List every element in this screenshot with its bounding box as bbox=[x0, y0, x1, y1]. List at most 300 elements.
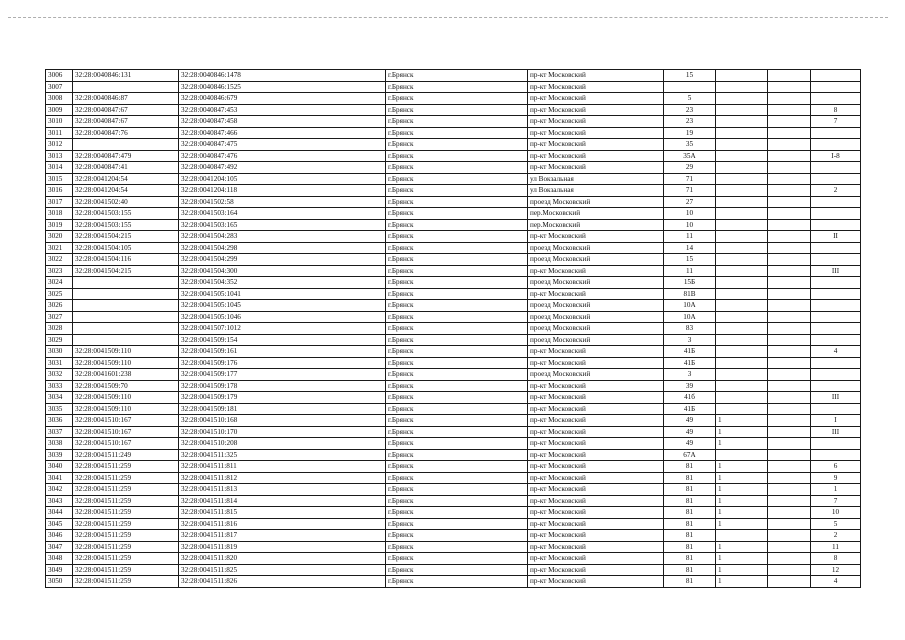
house-number-cell: 41б bbox=[664, 392, 716, 404]
letter-cell bbox=[768, 139, 811, 151]
city-cell: г.Брянск bbox=[386, 311, 528, 323]
street-cell: пр-кт Московский bbox=[528, 484, 664, 496]
cadastral-number-cell: 32:28:0041511:325 bbox=[179, 449, 386, 461]
house-number-cell: 81 bbox=[664, 576, 716, 588]
city-cell: г.Брянск bbox=[386, 507, 528, 519]
city-cell: г.Брянск bbox=[386, 380, 528, 392]
row-number-cell: 3040 bbox=[46, 461, 73, 473]
table-row bbox=[46, 196, 861, 208]
street-cell: пр-кт Московский bbox=[528, 288, 664, 300]
prior-cadastral-number-cell: 32:28:0041511:259 bbox=[73, 530, 179, 542]
house-number-cell: 71 bbox=[664, 185, 716, 197]
city-cell: г.Брянск bbox=[386, 541, 528, 553]
city-cell: г.Брянск bbox=[386, 277, 528, 289]
cadastral-number-cell: 32:28:0041503:164 bbox=[179, 208, 386, 220]
cadastral-number-cell: 32:28:0040846:1525 bbox=[179, 81, 386, 93]
city-cell: г.Брянск bbox=[386, 553, 528, 565]
prior-cadastral-number-cell: 32:28:0041510:167 bbox=[73, 415, 179, 427]
premises-number-cell bbox=[811, 277, 861, 289]
prior-cadastral-number-cell: 32:28:0041509:110 bbox=[73, 346, 179, 358]
building-cell bbox=[716, 369, 768, 381]
cadastral-number-cell: 32:28:0040846:1478 bbox=[179, 70, 386, 82]
city-cell: г.Брянск bbox=[386, 81, 528, 93]
cadastral-number-cell: 32:28:0041509:161 bbox=[179, 346, 386, 358]
prior-cadastral-number-cell: 32:28:0041510:167 bbox=[73, 438, 179, 450]
row-number-cell: 3022 bbox=[46, 254, 73, 266]
premises-number-cell: 7 bbox=[811, 495, 861, 507]
premises-number-cell bbox=[811, 219, 861, 231]
street-cell: пр-кт Московский bbox=[528, 93, 664, 105]
premises-number-cell bbox=[811, 162, 861, 174]
house-number-cell: 81 bbox=[664, 518, 716, 530]
building-cell bbox=[716, 127, 768, 139]
letter-cell bbox=[768, 70, 811, 82]
building-cell bbox=[716, 265, 768, 277]
building-cell bbox=[716, 242, 768, 254]
building-cell bbox=[716, 104, 768, 116]
street-cell: пр-кт Московский bbox=[528, 472, 664, 484]
premises-number-cell: 8 bbox=[811, 553, 861, 565]
table-row bbox=[46, 162, 861, 174]
letter-cell bbox=[768, 242, 811, 254]
row-number-cell: 3036 bbox=[46, 415, 73, 427]
cadastral-number-cell: 32:28:0041504:298 bbox=[179, 242, 386, 254]
row-number-cell: 3024 bbox=[46, 277, 73, 289]
house-number-cell: 81 bbox=[664, 461, 716, 473]
house-number-cell: 35А bbox=[664, 150, 716, 162]
cadastral-number-cell: 32:28:0041504:300 bbox=[179, 265, 386, 277]
premises-number-cell bbox=[811, 300, 861, 312]
cadastral-number-cell: 32:28:0041509:176 bbox=[179, 357, 386, 369]
table-row bbox=[46, 484, 861, 496]
house-number-cell: 81В bbox=[664, 288, 716, 300]
letter-cell bbox=[768, 265, 811, 277]
building-cell bbox=[716, 277, 768, 289]
cadastral-number-cell: 32:28:0040847:466 bbox=[179, 127, 386, 139]
building-cell: 1 bbox=[716, 518, 768, 530]
prior-cadastral-number-cell bbox=[73, 311, 179, 323]
house-number-cell: 10 bbox=[664, 208, 716, 220]
building-cell: 1 bbox=[716, 484, 768, 496]
cadastral-number-cell: 32:28:0041511:817 bbox=[179, 530, 386, 542]
table-row bbox=[46, 541, 861, 553]
premises-number-cell: II bbox=[811, 231, 861, 243]
prior-cadastral-number-cell: 32:28:0041511:259 bbox=[73, 541, 179, 553]
prior-cadastral-number-cell: 32:28:0041204:54 bbox=[73, 173, 179, 185]
prior-cadastral-number-cell: 32:28:0041511:259 bbox=[73, 484, 179, 496]
row-number-cell: 3023 bbox=[46, 265, 73, 277]
table-row bbox=[46, 323, 861, 335]
house-number-cell: 41Б bbox=[664, 357, 716, 369]
prior-cadastral-number-cell: 32:28:0041511:259 bbox=[73, 564, 179, 576]
house-number-cell: 10 bbox=[664, 219, 716, 231]
table-row bbox=[46, 231, 861, 243]
letter-cell bbox=[768, 254, 811, 266]
table-row bbox=[46, 150, 861, 162]
city-cell: г.Брянск bbox=[386, 150, 528, 162]
city-cell: г.Брянск bbox=[386, 185, 528, 197]
city-cell: г.Брянск bbox=[386, 300, 528, 312]
premises-number-cell bbox=[811, 380, 861, 392]
row-number-cell: 3026 bbox=[46, 300, 73, 312]
row-number-cell: 3013 bbox=[46, 150, 73, 162]
table-row bbox=[46, 219, 861, 231]
table-row bbox=[46, 403, 861, 415]
letter-cell bbox=[768, 300, 811, 312]
letter-cell bbox=[768, 564, 811, 576]
house-number-cell: 81 bbox=[664, 553, 716, 565]
prior-cadastral-number-cell: 32:28:0040846:131 bbox=[73, 70, 179, 82]
house-number-cell: 49 bbox=[664, 438, 716, 450]
letter-cell bbox=[768, 185, 811, 197]
building-cell bbox=[716, 139, 768, 151]
city-cell: г.Брянск bbox=[386, 461, 528, 473]
document-sheet bbox=[45, 69, 861, 588]
letter-cell bbox=[768, 196, 811, 208]
city-cell: г.Брянск bbox=[386, 254, 528, 266]
prior-cadastral-number-cell: 32:28:0041511:259 bbox=[73, 518, 179, 530]
prior-cadastral-number-cell: 32:28:0041511:259 bbox=[73, 576, 179, 588]
prior-cadastral-number-cell: 32:28:0040847:67 bbox=[73, 116, 179, 128]
prior-cadastral-number-cell: 32:28:0041510:167 bbox=[73, 426, 179, 438]
city-cell: г.Брянск bbox=[386, 93, 528, 105]
city-cell: г.Брянск bbox=[386, 162, 528, 174]
prior-cadastral-number-cell: 32:28:0040847:41 bbox=[73, 162, 179, 174]
letter-cell bbox=[768, 208, 811, 220]
premises-number-cell bbox=[811, 70, 861, 82]
letter-cell bbox=[768, 507, 811, 519]
city-cell: г.Брянск bbox=[386, 334, 528, 346]
street-cell: пер.Московский bbox=[528, 219, 664, 231]
row-number-cell: 3043 bbox=[46, 495, 73, 507]
premises-number-cell: 5 bbox=[811, 518, 861, 530]
city-cell: г.Брянск bbox=[386, 392, 528, 404]
prior-cadastral-number-cell bbox=[73, 300, 179, 312]
city-cell: г.Брянск bbox=[386, 116, 528, 128]
building-cell bbox=[716, 449, 768, 461]
letter-cell bbox=[768, 380, 811, 392]
table-row bbox=[46, 530, 861, 542]
letter-cell bbox=[768, 334, 811, 346]
house-number-cell: 81 bbox=[664, 484, 716, 496]
table-row bbox=[46, 576, 861, 588]
prior-cadastral-number-cell bbox=[73, 323, 179, 335]
table-row bbox=[46, 311, 861, 323]
city-cell: г.Брянск bbox=[386, 472, 528, 484]
cadastral-number-cell: 32:28:0041504:352 bbox=[179, 277, 386, 289]
street-cell: проезд Московский bbox=[528, 300, 664, 312]
table-row bbox=[46, 346, 861, 358]
building-cell bbox=[716, 300, 768, 312]
cadastral-number-cell: 32:28:0040846:679 bbox=[179, 93, 386, 105]
row-number-cell: 3046 bbox=[46, 530, 73, 542]
property-register-table bbox=[45, 69, 861, 588]
table-row bbox=[46, 173, 861, 185]
row-number-cell: 3035 bbox=[46, 403, 73, 415]
row-number-cell: 3039 bbox=[46, 449, 73, 461]
building-cell bbox=[716, 288, 768, 300]
premises-number-cell: III bbox=[811, 426, 861, 438]
prior-cadastral-number-cell bbox=[73, 277, 179, 289]
premises-number-cell bbox=[811, 173, 861, 185]
building-cell bbox=[716, 70, 768, 82]
row-number-cell: 3038 bbox=[46, 438, 73, 450]
premises-number-cell: 4 bbox=[811, 346, 861, 358]
prior-cadastral-number-cell: 32:28:0041502:40 bbox=[73, 196, 179, 208]
premises-number-cell bbox=[811, 208, 861, 220]
prior-cadastral-number-cell: 32:28:0040847:479 bbox=[73, 150, 179, 162]
street-cell: пр-кт Московский bbox=[528, 564, 664, 576]
building-cell bbox=[716, 403, 768, 415]
letter-cell bbox=[768, 116, 811, 128]
premises-number-cell bbox=[811, 288, 861, 300]
table-row bbox=[46, 116, 861, 128]
cadastral-number-cell: 32:28:0041204:118 bbox=[179, 185, 386, 197]
scan-artifact-line bbox=[8, 17, 888, 18]
cadastral-number-cell: 32:28:0041511:825 bbox=[179, 564, 386, 576]
letter-cell bbox=[768, 231, 811, 243]
building-cell: 1 bbox=[716, 576, 768, 588]
cadastral-number-cell: 32:28:0041510:170 bbox=[179, 426, 386, 438]
cadastral-number-cell: 32:28:0041507:1012 bbox=[179, 323, 386, 335]
row-number-cell: 3045 bbox=[46, 518, 73, 530]
building-cell: 1 bbox=[716, 541, 768, 553]
row-number-cell: 3025 bbox=[46, 288, 73, 300]
city-cell: г.Брянск bbox=[386, 530, 528, 542]
letter-cell bbox=[768, 219, 811, 231]
street-cell: пр-кт Московский bbox=[528, 530, 664, 542]
building-cell: 1 bbox=[716, 426, 768, 438]
letter-cell bbox=[768, 530, 811, 542]
cadastral-number-cell: 32:28:0041509:179 bbox=[179, 392, 386, 404]
premises-number-cell bbox=[811, 127, 861, 139]
cadastral-number-cell: 32:28:0041505:1045 bbox=[179, 300, 386, 312]
city-cell: г.Брянск bbox=[386, 104, 528, 116]
city-cell: г.Брянск bbox=[386, 438, 528, 450]
premises-number-cell: 2 bbox=[811, 185, 861, 197]
cadastral-number-cell: 32:28:0041511:815 bbox=[179, 507, 386, 519]
row-number-cell: 3042 bbox=[46, 484, 73, 496]
street-cell: пр-кт Московский bbox=[528, 415, 664, 427]
house-number-cell: 15 bbox=[664, 70, 716, 82]
prior-cadastral-number-cell: 32:28:0041504:116 bbox=[73, 254, 179, 266]
table-row bbox=[46, 438, 861, 450]
building-cell bbox=[716, 323, 768, 335]
house-number-cell: 15Б bbox=[664, 277, 716, 289]
city-cell: г.Брянск bbox=[386, 70, 528, 82]
building-cell bbox=[716, 392, 768, 404]
table-row bbox=[46, 507, 861, 519]
house-number-cell: 15 bbox=[664, 254, 716, 266]
city-cell: г.Брянск bbox=[386, 403, 528, 415]
cadastral-number-cell: 32:28:0041511:826 bbox=[179, 576, 386, 588]
building-cell: 1 bbox=[716, 438, 768, 450]
street-cell: пр-кт Московский bbox=[528, 380, 664, 392]
table-row bbox=[46, 300, 861, 312]
building-cell bbox=[716, 231, 768, 243]
table-row bbox=[46, 392, 861, 404]
building-cell: 1 bbox=[716, 495, 768, 507]
premises-number-cell bbox=[811, 369, 861, 381]
table-row bbox=[46, 127, 861, 139]
cadastral-number-cell: 32:28:0040847:476 bbox=[179, 150, 386, 162]
house-number-cell: 10А bbox=[664, 311, 716, 323]
cadastral-number-cell: 32:28:0041511:816 bbox=[179, 518, 386, 530]
prior-cadastral-number-cell: 32:28:0041511:259 bbox=[73, 495, 179, 507]
house-number-cell: 14 bbox=[664, 242, 716, 254]
letter-cell bbox=[768, 150, 811, 162]
building-cell bbox=[716, 357, 768, 369]
prior-cadastral-number-cell bbox=[73, 288, 179, 300]
city-cell: г.Брянск bbox=[386, 357, 528, 369]
city-cell: г.Брянск bbox=[386, 242, 528, 254]
row-number-cell: 3047 bbox=[46, 541, 73, 553]
row-number-cell: 3028 bbox=[46, 323, 73, 335]
house-number-cell: 19 bbox=[664, 127, 716, 139]
row-number-cell: 3034 bbox=[46, 392, 73, 404]
building-cell bbox=[716, 334, 768, 346]
premises-number-cell bbox=[811, 93, 861, 105]
row-number-cell: 3020 bbox=[46, 231, 73, 243]
letter-cell bbox=[768, 81, 811, 93]
cadastral-number-cell: 32:28:0040847:475 bbox=[179, 139, 386, 151]
building-cell bbox=[716, 530, 768, 542]
cadastral-number-cell: 32:28:0041503:165 bbox=[179, 219, 386, 231]
building-cell: 1 bbox=[716, 415, 768, 427]
street-cell: пр-кт Московский bbox=[528, 104, 664, 116]
premises-number-cell bbox=[811, 311, 861, 323]
prior-cadastral-number-cell: 32:28:0040847:67 bbox=[73, 104, 179, 116]
prior-cadastral-number-cell: 32:28:0041509:110 bbox=[73, 392, 179, 404]
prior-cadastral-number-cell: 32:28:0041204:54 bbox=[73, 185, 179, 197]
city-cell: г.Брянск bbox=[386, 208, 528, 220]
building-cell bbox=[716, 162, 768, 174]
row-number-cell: 3049 bbox=[46, 564, 73, 576]
building-cell bbox=[716, 254, 768, 266]
letter-cell bbox=[768, 449, 811, 461]
street-cell: пр-кт Московский bbox=[528, 392, 664, 404]
house-number-cell: 81 bbox=[664, 495, 716, 507]
table-row bbox=[46, 357, 861, 369]
street-cell: пер.Московский bbox=[528, 208, 664, 220]
premises-number-cell: III bbox=[811, 265, 861, 277]
house-number-cell: 27 bbox=[664, 196, 716, 208]
prior-cadastral-number-cell: 32:28:0041509:70 bbox=[73, 380, 179, 392]
city-cell: г.Брянск bbox=[386, 426, 528, 438]
city-cell: г.Брянск bbox=[386, 415, 528, 427]
letter-cell bbox=[768, 415, 811, 427]
cadastral-number-cell: 32:28:0040847:453 bbox=[179, 104, 386, 116]
building-cell: 1 bbox=[716, 461, 768, 473]
house-number-cell: 81 bbox=[664, 507, 716, 519]
cadastral-number-cell: 32:28:0040847:458 bbox=[179, 116, 386, 128]
building-cell bbox=[716, 219, 768, 231]
letter-cell bbox=[768, 369, 811, 381]
house-number-cell: 5 bbox=[664, 93, 716, 105]
row-number-cell: 3050 bbox=[46, 576, 73, 588]
street-cell: проезд Московский bbox=[528, 196, 664, 208]
table-row bbox=[46, 472, 861, 484]
city-cell: г.Брянск bbox=[386, 265, 528, 277]
prior-cadastral-number-cell: 32:28:0041511:249 bbox=[73, 449, 179, 461]
house-number-cell: 81 bbox=[664, 530, 716, 542]
house-number-cell: 81 bbox=[664, 564, 716, 576]
house-number-cell: 49 bbox=[664, 426, 716, 438]
city-cell: г.Брянск bbox=[386, 518, 528, 530]
prior-cadastral-number-cell: 32:28:0041511:259 bbox=[73, 461, 179, 473]
letter-cell bbox=[768, 553, 811, 565]
row-number-cell: 3008 bbox=[46, 93, 73, 105]
table-row bbox=[46, 93, 861, 105]
letter-cell bbox=[768, 357, 811, 369]
row-number-cell: 3016 bbox=[46, 185, 73, 197]
premises-number-cell bbox=[811, 81, 861, 93]
street-cell: пр-кт Московский bbox=[528, 357, 664, 369]
city-cell: г.Брянск bbox=[386, 139, 528, 151]
letter-cell bbox=[768, 277, 811, 289]
building-cell bbox=[716, 311, 768, 323]
street-cell: пр-кт Московский bbox=[528, 541, 664, 553]
row-number-cell: 3041 bbox=[46, 472, 73, 484]
house-number-cell: 11 bbox=[664, 265, 716, 277]
row-number-cell: 3030 bbox=[46, 346, 73, 358]
cadastral-number-cell: 32:28:0041511:820 bbox=[179, 553, 386, 565]
house-number-cell: 49 bbox=[664, 415, 716, 427]
building-cell bbox=[716, 150, 768, 162]
premises-number-cell: I-8 bbox=[811, 150, 861, 162]
premises-number-cell: 4 bbox=[811, 576, 861, 588]
cadastral-number-cell: 32:28:0041504:283 bbox=[179, 231, 386, 243]
street-cell: проезд Московский bbox=[528, 369, 664, 381]
city-cell: г.Брянск bbox=[386, 219, 528, 231]
city-cell: г.Брянск bbox=[386, 323, 528, 335]
street-cell: пр-кт Московский bbox=[528, 231, 664, 243]
row-number-cell: 3044 bbox=[46, 507, 73, 519]
premises-number-cell bbox=[811, 449, 861, 461]
premises-number-cell: III bbox=[811, 392, 861, 404]
house-number-cell: 10А bbox=[664, 300, 716, 312]
prior-cadastral-number-cell: 32:28:0041511:259 bbox=[73, 472, 179, 484]
street-cell: пр-кт Московский bbox=[528, 403, 664, 415]
row-number-cell: 3009 bbox=[46, 104, 73, 116]
row-number-cell: 3006 bbox=[46, 70, 73, 82]
letter-cell bbox=[768, 541, 811, 553]
table-row bbox=[46, 70, 861, 82]
row-number-cell: 3018 bbox=[46, 208, 73, 220]
cadastral-number-cell: 32:28:0041509:178 bbox=[179, 380, 386, 392]
prior-cadastral-number-cell: 32:28:0041509:110 bbox=[73, 357, 179, 369]
table-row bbox=[46, 288, 861, 300]
prior-cadastral-number-cell: 32:28:0041503:155 bbox=[73, 208, 179, 220]
building-cell: 1 bbox=[716, 472, 768, 484]
building-cell bbox=[716, 81, 768, 93]
building-cell: 1 bbox=[716, 564, 768, 576]
street-cell: пр-кт Московский bbox=[528, 576, 664, 588]
letter-cell bbox=[768, 93, 811, 105]
premises-number-cell: 10 bbox=[811, 507, 861, 519]
cadastral-number-cell: 32:28:0041505:1046 bbox=[179, 311, 386, 323]
prior-cadastral-number-cell: 32:28:0040846:87 bbox=[73, 93, 179, 105]
row-number-cell: 3037 bbox=[46, 426, 73, 438]
house-number-cell: 81 bbox=[664, 541, 716, 553]
house-number-cell: 23 bbox=[664, 116, 716, 128]
street-cell: пр-кт Московский bbox=[528, 162, 664, 174]
cadastral-number-cell: 32:28:0040847:492 bbox=[179, 162, 386, 174]
street-cell: проезд Московский bbox=[528, 254, 664, 266]
premises-number-cell: 2 bbox=[811, 530, 861, 542]
row-number-cell: 3015 bbox=[46, 173, 73, 185]
house-number-cell: 83 bbox=[664, 323, 716, 335]
